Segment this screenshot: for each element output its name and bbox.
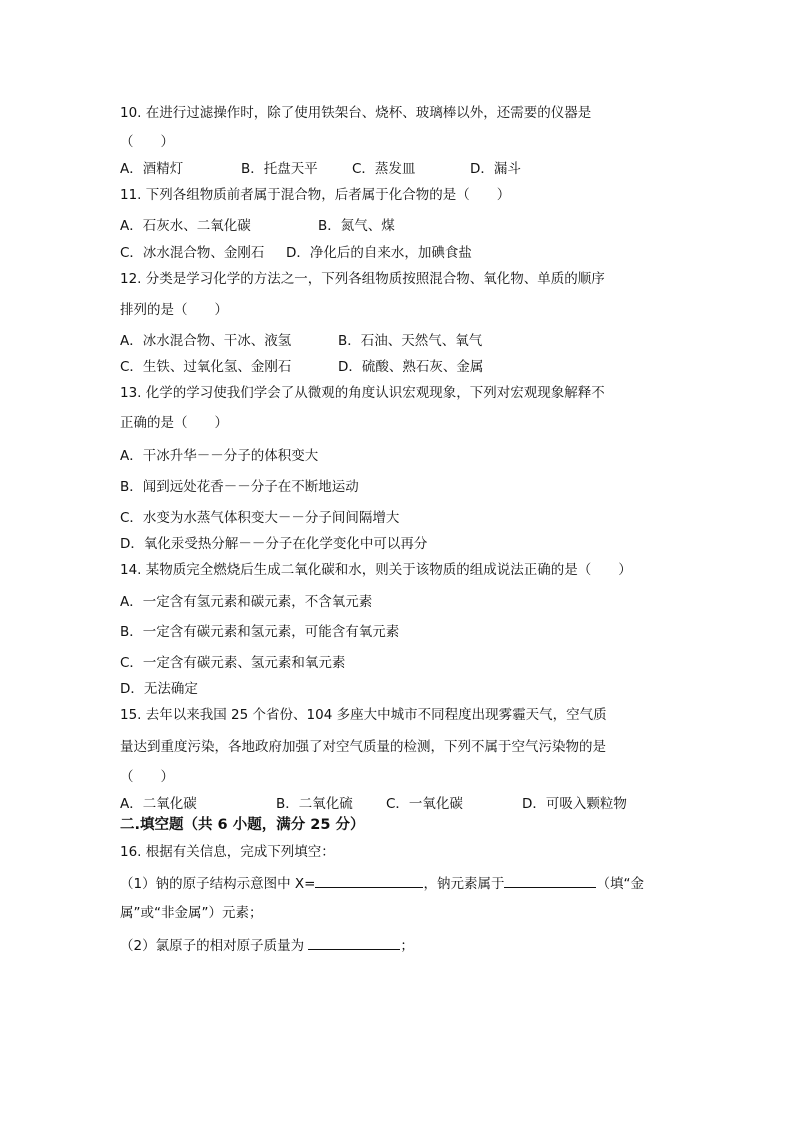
q12-stem-line2: 排列的是（ ）	[120, 302, 228, 318]
q12-stem-line1: 12. 分类是学习化学的方法之一，下列各组物质按照混合物、氧化物、单质的顺序	[120, 271, 605, 287]
q10-paren: （ ）	[120, 134, 174, 150]
q15-option-c: C．一氧化碳	[386, 796, 463, 812]
q13-stem-line2: 正确的是（ ）	[120, 415, 228, 431]
q13-option-d: D．氧化汞受热分解－－分子在化学变化中可以再分	[120, 536, 428, 552]
section-2-title: 二.填空题（共 6 小题，满分 25 分）	[120, 817, 365, 833]
q15-stem-line2: 量达到重度污染，各地政府加强了对空气质量的检测，下列不属于空气污染物的是	[120, 739, 606, 755]
q10-stem: 10. 在进行过滤操作时，除了使用铁架台、烧杯、玻璃棒以外，还需要的仪器是	[120, 105, 592, 121]
q15-stem-line1: 15. 去年以来我国 25 个省份、104 多座大中城市不同程度出现雾霾天气，空气质	[120, 707, 607, 723]
q10-option-c: C．蒸发皿	[352, 161, 416, 177]
q14-option-b: B．一定含有碳元素和氢元素，可能含有氧元素	[120, 624, 400, 640]
q14-stem: 14. 某物质完全燃烧后生成二氧化碳和水，则关于该物质的组成说法正确的是（ ）	[120, 562, 632, 578]
q16-part1-text-c: （填“金	[596, 876, 644, 892]
q16-part2-line	[120, 935, 414, 955]
q14-option-a: A．一定含有氢元素和碳元素，不含氧元素	[120, 594, 373, 610]
q16-part1-text-a: （1）钠的原子结构示意图中 X=	[120, 876, 316, 892]
q11-option-c: C．冰水混合物、金刚石	[120, 245, 265, 261]
answer-blank-chlorine-mass[interactable]	[308, 935, 400, 950]
q15-option-d: D．可吸入颗粒物	[522, 796, 627, 812]
q11-option-a: A．石灰水、二氧化碳	[120, 218, 251, 234]
q11-stem: 11. 下列各组物质前者属于混合物，后者属于化合物的是（ ）	[120, 187, 511, 203]
q16-part1-line2: 属”或“非金属”）元素；	[120, 905, 263, 921]
q10-option-a: A．酒精灯	[120, 161, 184, 177]
q13-option-b: B．闻到远处花香－－分子在不断地运动	[120, 479, 359, 495]
q10-option-b: B．托盘天平	[241, 161, 318, 177]
q12-option-c: C．生铁、过氧化氢、金刚石	[120, 359, 292, 375]
q12-option-a: A．冰水混合物、干冰、液氢	[120, 333, 292, 349]
q10-option-d: D．漏斗	[470, 161, 521, 177]
q11-option-d: D．净化后的自来水，加碘食盐	[286, 245, 472, 261]
q12-option-b: B．石油、天然气、氧气	[338, 333, 483, 349]
q16-part1-line1	[120, 873, 644, 893]
q13-option-a: A．干冰升华－－分子的体积变大	[120, 448, 319, 464]
q13-stem-line1: 13. 化学的学习使我们学会了从微观的角度认识宏观现象，下列对宏观现象解释不	[120, 385, 605, 401]
q16-part2-text-b: ；	[400, 938, 414, 954]
answer-blank-element-type[interactable]	[504, 873, 596, 888]
q14-option-c: C．一定含有碳元素、氢元素和氧元素	[120, 655, 346, 671]
answer-blank-x[interactable]	[315, 873, 423, 888]
q16-stem: 16. 根据有关信息，完成下列填空：	[120, 844, 335, 860]
q11-option-b: B．氮气、煤	[318, 218, 395, 234]
q15-option-b: B．二氧化硫	[276, 796, 353, 812]
q15-option-a: A．二氧化碳	[120, 796, 197, 812]
q15-paren: （ ）	[120, 769, 174, 785]
q16-part2-text-a: （2）氯原子的相对原子质量为	[120, 938, 309, 954]
q16-part1-text-b: ，钠元素属于	[423, 876, 505, 892]
q13-option-c: C．水变为水蒸气体积变大－－分子间间隔增大	[120, 510, 400, 526]
q14-option-d: D．无法确定	[120, 681, 198, 697]
q12-option-d: D．硫酸、熟石灰、金属	[338, 359, 484, 375]
